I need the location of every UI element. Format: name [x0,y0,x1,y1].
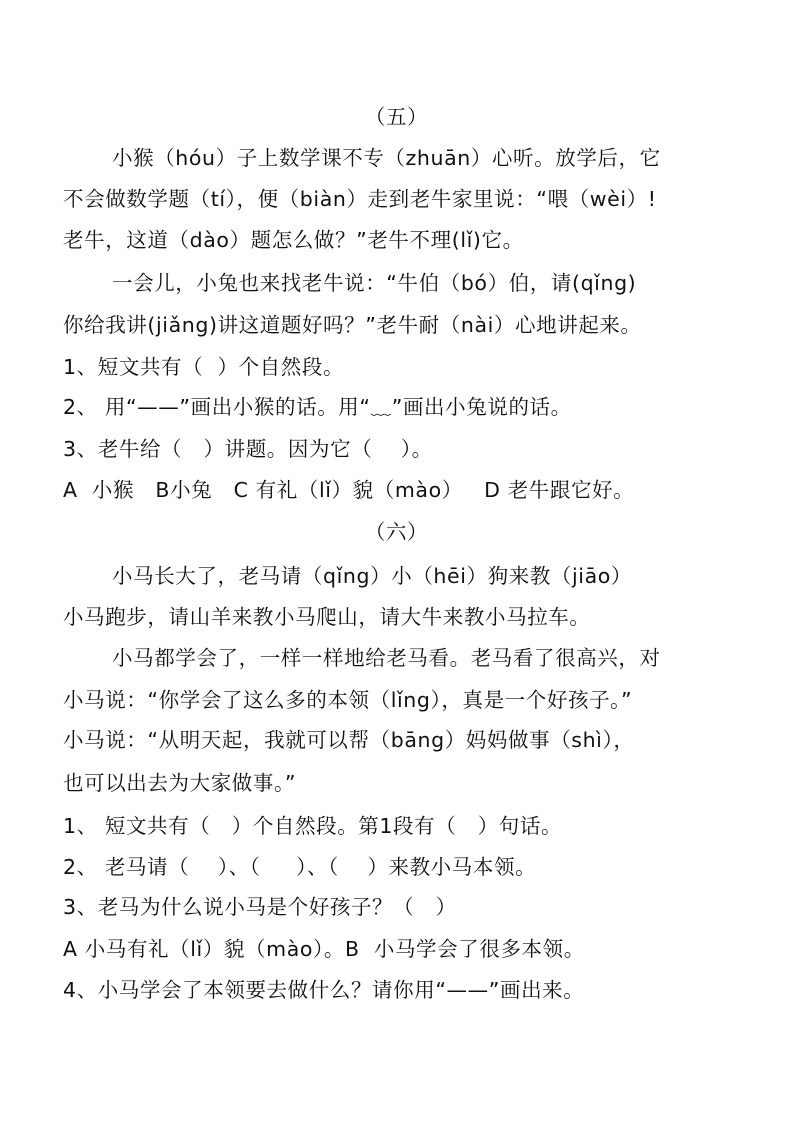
passage-line: 小马说：“你学会了这么多的本领（lǐng），真是一个好孩子。” [63,688,633,712]
passage-line: 小马都学会了，一样一样地给老马看。老马看了很高兴，对 [112,646,661,670]
section-title: （六） [364,520,429,544]
question-line: 1、 短文共有（ ）个自然段。第1段有（ ）句话。 [63,814,563,838]
passage-line: 小马长大了，老马请（qǐng）小（hēi）狗来教（jiāo） [112,564,633,588]
question-line: 2、 用“——”画出小猴的话。用“﹏”画出小兔说的话。 [63,395,572,419]
passage-line: 也可以出去为大家做事。” [63,771,297,795]
answer-options: A 小猴 B小兔 C 有礼（lǐ）貌（mào） D 老牛跟它好。 [63,478,635,502]
passage-line: 小马说：“从明天起，我就可以帮（bāng）妈妈做事（shì）， [63,728,635,752]
passage-line: 一会儿，小兔也来找老牛说：“牛伯（bó）伯，请(qǐng) [112,271,637,295]
passage-line: 小猴（hóu）子上数学课不专（zhuān）心听。放学后，它 [112,146,661,170]
passage-line: 不会做数学题（tí），便（biàn）走到老牛家里说：“喂（wèi）! [63,187,657,211]
passage-line: 你给我讲(jiǎng)讲这道题好吗？”老牛耐（nài）心地讲起来。 [63,313,642,337]
question-line: 4、小马学会了本领要去做什么？请你用“——”画出来。 [63,978,585,1002]
question-line: 3、老牛给（ ）讲题。因为它（ ）。 [63,437,433,461]
question-line: 2、 老马请（ ）、（ ）、（ ）来教小马本领。 [63,855,537,879]
question-line: 1、短文共有（ ）个自然段。 [63,355,345,379]
passage-line: 老牛，这道（dào）题怎么做？”老牛不理(lǐ)它。 [63,228,524,252]
answer-options: A 小马有礼（lǐ）貌（mào）。B 小马学会了很多本领。 [63,937,585,961]
passage-line: 小马跑步，请山羊来教小马爬山，请大牛来教小马拉车。 [63,605,591,629]
question-line: 3、老马为什么说小马是个好孩子？（ ） [63,895,457,919]
section-title: （五） [364,105,429,129]
